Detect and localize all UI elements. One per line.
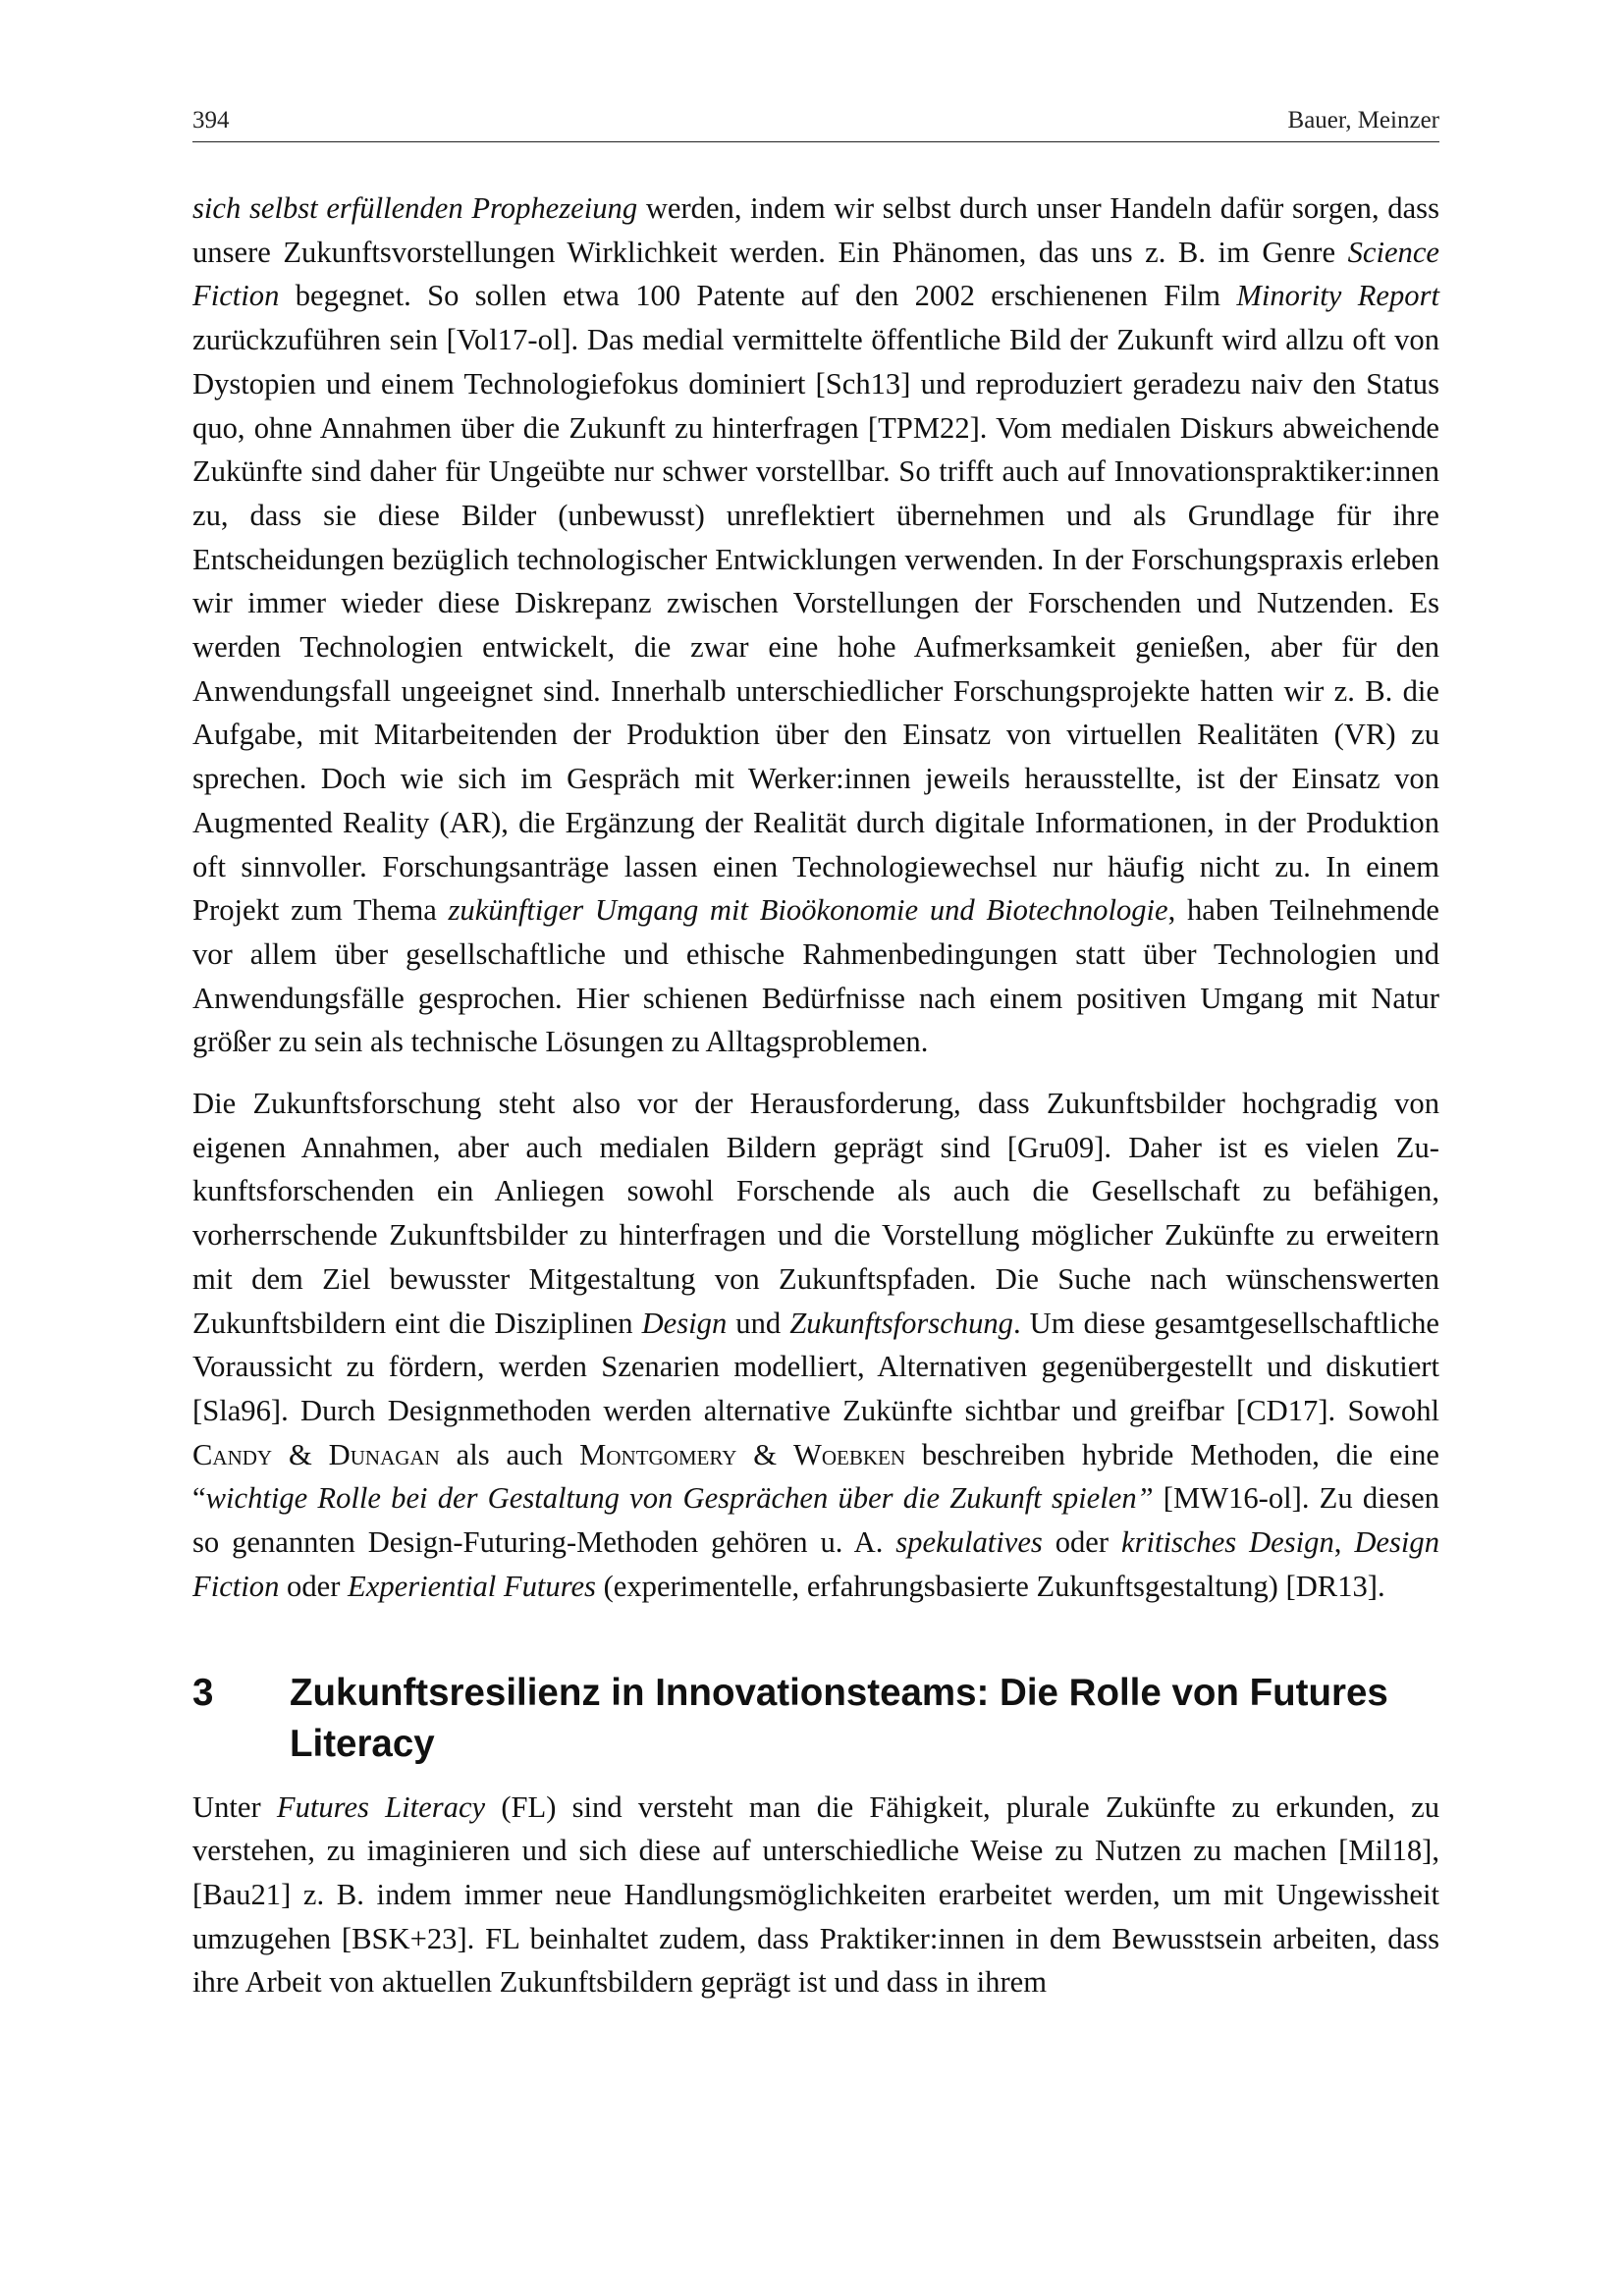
author-name-candy: Candy xyxy=(192,1437,273,1471)
text-run: als auch xyxy=(439,1437,580,1471)
emphasis-prophezeiung: sich selbst erfüllenden Prophezeiung xyxy=(192,191,638,225)
text-run: werden, indem wir selbst durch unser Handeln dafür sorgen, dass unsere Zukunftsvorstellungen Wirklichkeit werden. Ein Phänomen, das uns z. B. im Genre xyxy=(192,191,1439,269)
text-run: & xyxy=(272,1437,329,1471)
emphasis-design-fiction: Design Fiction xyxy=(192,1525,1439,1603)
emphasis-biooekonomie: zukünftiger Umgang mit Bioökonomie und Biotechnologie xyxy=(448,893,1168,928)
running-header xyxy=(192,106,1439,142)
text-run: (FL) sind versteht man die Fähigkeit, plurale Zukünfte zu erkunden, zu verstehen, zu imaginieren und sich diese auf unterschiedliche Weise zu Nutzen zu machen [Mil18], [Bau21] z. B. indem immer neue Handlungsmöglichkeiten erarbeitet werden, um mit Ungewissheit umzugehen [BSK+23]. FL beinhaltet zudem, dass Praktiker:innen in dem Bewusstsein arbeiten, dass ihre Arbeit von aktuellen Zukunftsbildern geprägt ist und dass in ihrem xyxy=(192,1789,1440,2000)
section-number: 3 xyxy=(192,1671,214,1714)
emphasis-design: Design xyxy=(641,1306,728,1340)
emphasis-quote: wichtige Rolle bei der Gestaltung von Gesprächen über die Zukunft spielen” xyxy=(205,1481,1154,1516)
emphasis-futures-literacy: Futures Literacy xyxy=(276,1789,486,1824)
text-run: begegnet. So sollen etwa 100 Patente auf den 2002 erschienenen Film xyxy=(279,279,1237,313)
text-run: & xyxy=(736,1437,793,1471)
paragraph-1 xyxy=(192,187,1439,1064)
page-number: 394 xyxy=(192,107,230,133)
emphasis-spekulatives: spekulatives xyxy=(895,1525,1043,1560)
paragraph-3 xyxy=(192,1786,1439,2005)
emphasis-experiential-futures: Experiential Futures xyxy=(348,1569,596,1603)
section-heading xyxy=(192,1668,1439,1770)
author-name-dunagan: Dunagan xyxy=(328,1437,440,1471)
text-run: , xyxy=(1333,1525,1355,1560)
header-authors: Bauer, Meinzer xyxy=(1287,107,1439,133)
text-run: oder xyxy=(1042,1525,1121,1560)
text-run: [MW16-ol]. Zu diesen so genannten Design-Futuring-Methoden gehören u. A. xyxy=(192,1481,1439,1560)
author-name-woebken: Woebken xyxy=(792,1437,905,1471)
text-run: . Um diese gesamtgesellschaftliche Voraussicht zu fördern, werden Szenarien modelliert, Alternativen gegenübergestellt und diskutiert [Sla96]. Durch Designmethoden werden alternative Zukünfte sichtbar und greifbar [CD17]. Sowohl xyxy=(192,1306,1440,1427)
emphasis-zukunftsforschung: Zukunftsforschung xyxy=(789,1306,1013,1340)
text-run: Die Zukunftsforschung steht also vor der Herausforderung, dass Zukunftsbilder hochgradig von eigenen Annahmen, aber auch medialen Bildern geprägt sind [Gru09]. Daher ist es vielen Zukunftsforschenden ein Anliegen sowohl Forschende als auch die Gesellschaft zu befähigen, vorherrschende Zukunftsbilder zu hinterfragen und die Vorstellung möglicher Zukünfte zu erweitern mit dem Ziel bewusster Mitgestaltung von Zukunftspfaden. Die Suche nach wünschenswerten Zukunftsbildern eint die Disziplinen xyxy=(192,1087,1439,1340)
text-run: Unter xyxy=(192,1789,277,1824)
text-run: (experimentelle, erfahrungsbasierte Zukunftsgestaltung) [DR13]. xyxy=(595,1569,1385,1603)
section-title: Zukunftsresilienz in Innovationsteams: Die Rolle von Futures Literacy xyxy=(290,1671,1388,1765)
emphasis-science-fiction: Science Fiction xyxy=(192,235,1439,313)
text-run: , haben Teilnehmende vor allem über gesellschaftliche und ethische Rahmenbedingungen statt über Technologien und Anwendungsfälle gesprochen. Hier schienen Bedürfnisse nach einem positiven Umgang mit Natur größer zu sein als technische Lösungen zu Alltagsproblemen. xyxy=(192,893,1440,1059)
emphasis-minority-report: Minority Report xyxy=(1236,279,1439,313)
text-run: oder xyxy=(279,1569,349,1603)
paragraph-2 xyxy=(192,1082,1439,1608)
text-run: und xyxy=(727,1306,790,1340)
document-page xyxy=(192,106,1439,2035)
text-run: zurückzuführen sein [Vol17-ol]. Das medial vermittelte öffentliche Bild der Zukunft wird allzu oft von Dystopien und einem Technologiefokus dominiert [Sch13] und reproduziert geradezu naiv den Status quo, ohne Annahmen über die Zukunft zu hinterfragen [TPM22]. Vom medialen Diskurs abweichende Zukünfte sind daher für Ungeübte nur schwer vorstellbar. So trifft auch auf Innovationspraktiker:innen zu, dass sie diese Bilder (unbewusst) unreflektiert übernehmen und als Grundlage für ihre Entscheidungen bezüglich technologischer Entwicklungen verwenden. In der Forschungspraxis erleben wir immer wieder diese Diskrepanz zwischen Vorstellungen der Forschenden und Nutzenden. Es werden Technologien entwickelt, die zwar eine hohe Aufmerksamkeit genießen, aber für den Anwendungsfall ungeeignet sind. Innerhalb unterschiedlicher Forschungsprojekte hatten wir z. B. die Aufgabe, mit Mitarbeitenden der Produktion über den Einsatz von virtuellen Realitäten (VR) zu sprechen. Doch wie sich im Gespräch mit Werker:innen jeweils herausstellte, ist der Einsatz von Augmented Reality (AR), die Ergänzung der Realität durch digitale Informationen, in der Produktion oft sinnvoller. Forschungsanträge lassen einen Technologiewechsel nur häufig nicht zu. In einem Projekt zum Thema xyxy=(192,323,1439,928)
emphasis-kritisches-design: kritisches Design xyxy=(1120,1525,1334,1560)
text-run: beschreiben hybride Methoden, die eine “ xyxy=(192,1437,1440,1516)
author-name-montgomery: Montgomery xyxy=(579,1437,737,1471)
